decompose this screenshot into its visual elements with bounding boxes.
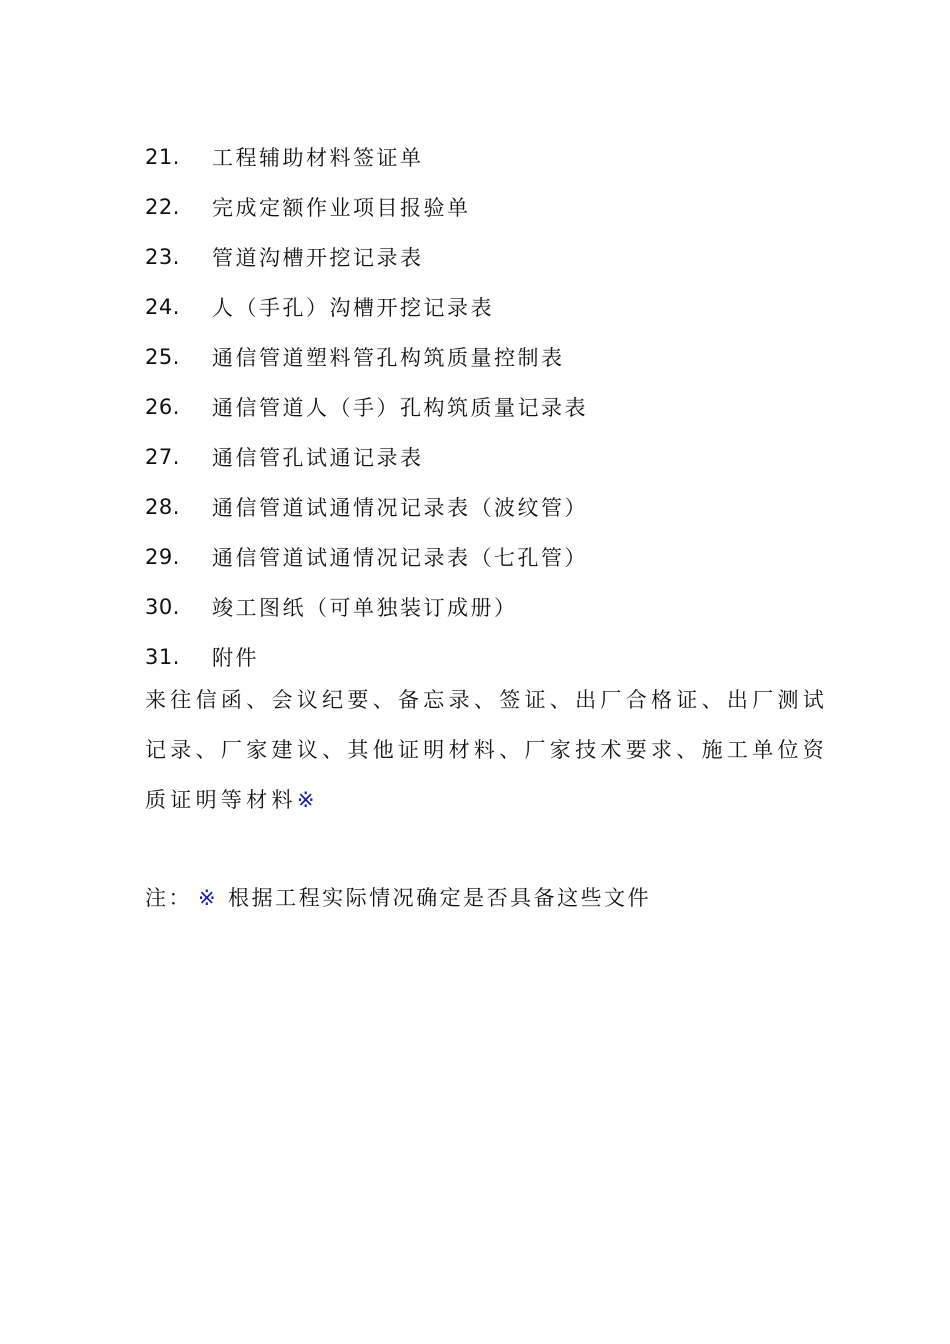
item-number: 27.	[145, 445, 180, 469]
attachments-paragraph	[145, 675, 835, 825]
item-number: 22.	[145, 195, 180, 219]
item-number: 21.	[145, 145, 180, 169]
item-number: 30.	[145, 595, 180, 619]
item-text: 通信管道试通情况记录表（波纹管）	[212, 496, 588, 520]
item-number: 24.	[145, 295, 180, 319]
list-item-24	[145, 282, 845, 332]
list-item-28	[145, 482, 845, 532]
item-text: 通信管道塑料管孔构筑质量控制表	[212, 346, 565, 370]
item-text: 管道沟槽开挖记录表	[212, 246, 424, 270]
list-item-21	[145, 132, 845, 182]
item-text: 通信管道人（手）孔构筑质量记录表	[212, 396, 588, 420]
item-number: 31.	[145, 645, 180, 669]
item-number: 26.	[145, 395, 180, 419]
list-item-29	[145, 532, 845, 582]
item-text: 附件	[212, 646, 259, 670]
reference-mark-icon: ※	[198, 886, 219, 910]
item-text: 通信管道试通情况记录表（七孔管）	[212, 546, 588, 570]
item-text: 工程辅助材料签证单	[212, 146, 424, 170]
item-number: 28.	[145, 495, 180, 519]
list-item-22	[145, 182, 845, 232]
item-text: 人（手孔）沟槽开挖记录表	[212, 296, 494, 320]
list-item-26	[145, 382, 845, 432]
item-text: 完成定额作业项目报验单	[212, 196, 471, 220]
footnote	[145, 873, 835, 923]
item-number: 23.	[145, 245, 180, 269]
item-text: 通信管孔试通记录表	[212, 446, 424, 470]
list-item-27	[145, 432, 845, 482]
list-item-23	[145, 232, 845, 282]
note-label: 注：	[145, 886, 192, 910]
reference-mark-icon: ※	[296, 788, 319, 812]
item-text: 竣工图纸（可单独装订成册）	[212, 596, 518, 620]
item-number: 29.	[145, 545, 180, 569]
list-item-30	[145, 582, 845, 632]
item-number: 25.	[145, 345, 180, 369]
attachments-text: 来往信函、会议纪要、备忘录、签证、出厂合格证、出厂测试记录、厂家建议、其他证明材料、厂家技术要求、施工单位资质证明等材料	[145, 688, 829, 812]
note-text: 根据工程实际情况确定是否具备这些文件	[228, 886, 652, 910]
file-list	[145, 132, 845, 682]
list-item-25	[145, 332, 845, 382]
